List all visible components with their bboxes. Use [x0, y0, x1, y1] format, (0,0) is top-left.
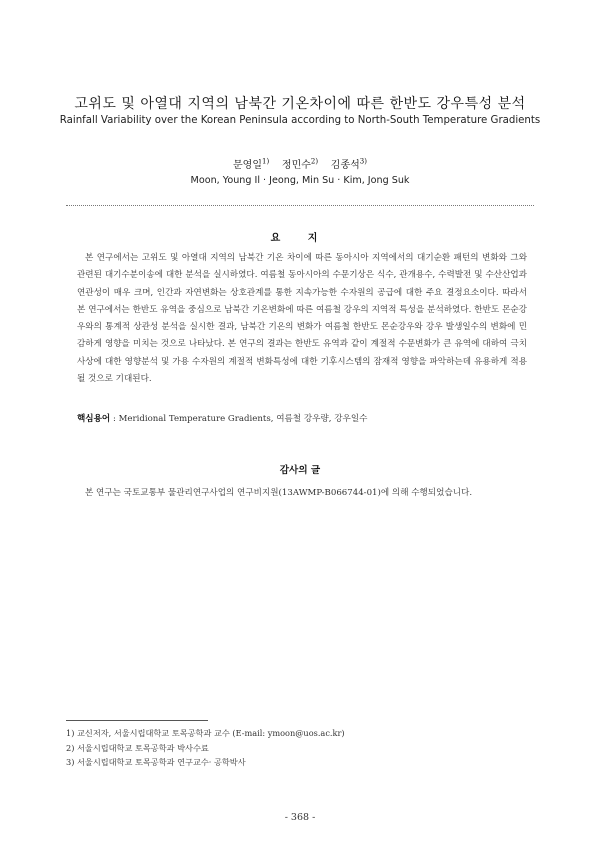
author-affiliation-marker: 1) — [262, 157, 270, 166]
author-affiliation-marker: 3) — [359, 157, 367, 166]
paper-title-korean: 고위도 및 아열대 지역의 남북간 기온차이에 따른 한반도 강우특성 분석 — [74, 96, 526, 112]
paper-title-english: Rainfall Variability over the Korean Peninsula according to North-South Temperature Gradients — [59, 115, 541, 126]
author-name: 정민수 — [281, 160, 311, 171]
acknowledgement-paragraph: 본 연구는 국토교통부 물관리연구사업의 연구비지원(13AWMP-B066744-01)에 의해 수행되었습니다. — [85, 488, 473, 498]
author-name: 문영일 — [233, 160, 262, 171]
footnote-item: 2) 서울시립대학교 토목공학과 박사수료 — [66, 742, 209, 753]
author-affiliation-marker: 2) — [310, 157, 319, 166]
footnote-item: 3) 서울시립대학교 토목공학과 연구교수· 공학박사 — [66, 757, 246, 767]
footnote-list — [66, 726, 536, 770]
section-divider — [66, 205, 534, 206]
author-list-english: Moon, Young Il · Jeong, Min Su · Kim, Jong Suk — [190, 175, 410, 186]
abstract-paragraph: 본 연구에서는 고위도 및 아열대 지역의 남북간 기온 차이에 따른 동아시아 지역에서의 대기순환 패턴의 변화와 그와 관련된 대기수분이송에 대한 분석을 실시하였다. 여름철 동아시아의 수문기상은 식수, 관개용수, 수력발전 및 수산산업과 연관성이 매우 크며, 인간과 자연변화는 상호관계를 통한 지속가능한 수자원의 공급에 대한 주요 결정요소이다. 따라서 본 연구에서는 한반도 유역을 중심으로 남북간 기온변화에 따른 여름철 강우의 지역적 특성을 분석하였다. 한반도 몬순강우와의 통계적 상관성 분석을 실시한 결과, 남북간 기온의 변화가 여름철 한반도 몬순강우와 강우 발생일수의 변화에 민감하게 영향을 미치는 것으로 나타났다. 본 연구의 결과는 한반도 유역과 같이 계절적 수문변화가 큰 유역에 대하여 극치사상에 대한 영향분석 및 가용 수자원의 계절적 변화특성에 대한 기후시스템의 잠재적 영향을 파악하는데 유용하게 적용될 것으로 기대된다. — [77, 253, 527, 385]
author-name: 김종석 — [330, 160, 360, 171]
abstract-heading: 요 지 — [270, 233, 330, 244]
author-list-korean — [0, 156, 600, 171]
page-number: - 368 - — [284, 812, 316, 823]
keywords-text: : Meridional Temperature Gradients, 여름철 강우량, 강우일수 — [112, 414, 368, 424]
acknowledgement-heading: 감사의 글 — [279, 465, 321, 476]
keywords-label: 핵심용어 — [77, 414, 111, 424]
footnote-item: 1) 교신저자, 서울시립대학교 토목공학과 교수 (E-mail: ymoon@uos.ac.kr) — [66, 728, 345, 738]
keywords-line — [77, 412, 537, 424]
footnote-divider — [66, 720, 208, 721]
